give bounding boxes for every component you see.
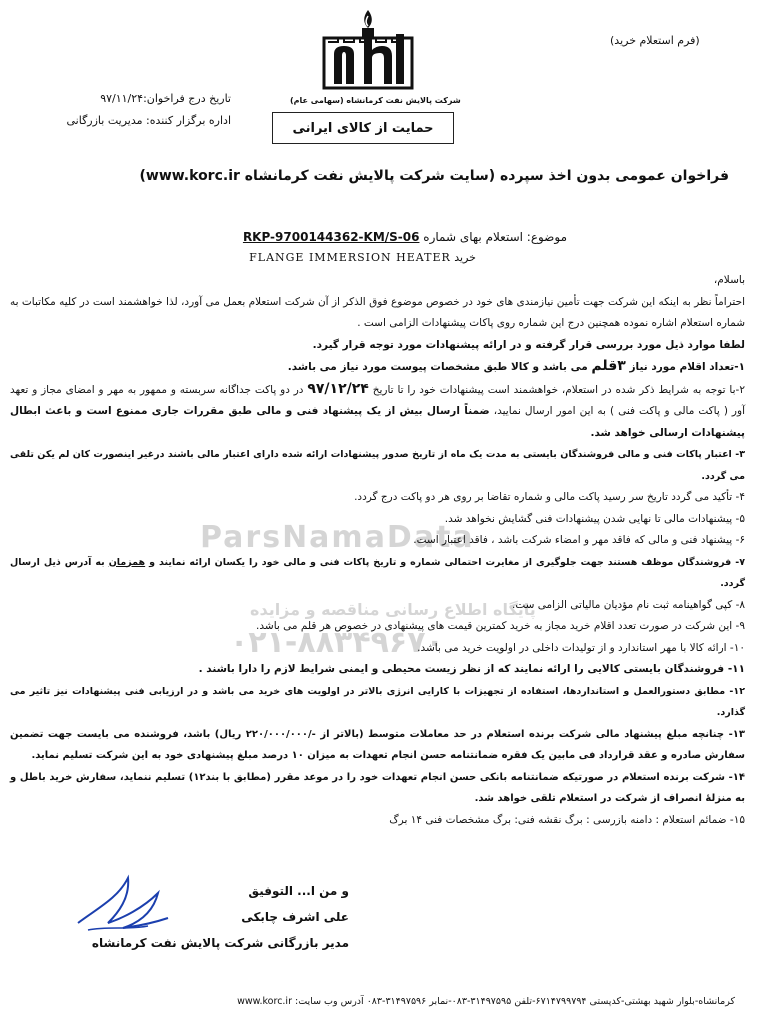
clause-2-start: ۲-با توجه به شرایط ذکر شده در استعلام، خواهشمند است پیشنهادات خود را تا تاریخ: [372, 383, 745, 396]
footer-address: کرمانشاه-بلوار شهید بهشتی-کدپستی ۶۷۱۴۷۹۹۷۹۴-تلفن ۳۱۴۹۷۵۹۵-۰۸۳-نمابر ۳۱۴۹۷۵۹۶-۰۸۳ آدرس وب سایت: www.korc.ir: [237, 996, 735, 1007]
clause-9: ۹- این شرکت در صورت تعدد اقلام خرید مجاز به خرید کمترین قیمت های پیشنهادی در خصوص هر قلم می باشد.: [256, 620, 745, 632]
handwritten-signature: [68, 868, 178, 948]
announcement-date: تاریخ درج فراخوان:۹۷/۱۱/۲۴: [100, 92, 231, 105]
clause-12: ۱۲- مطابق دستورالعمل و استانداردها، استفاده از تجهیزات با کارایی انرژی بالاتر در اولویت های خرید می باشد و در ارزیابی فنی پیشنهادات نیز تاثیر می گذارد.: [10, 685, 745, 718]
greeting: باسلام،: [713, 274, 745, 286]
company-name-small: شرکت پالایش نفت کرمانشاه (سهامی عام): [290, 96, 461, 105]
clause-7-end: به آدرس ذیل ارسال گردد.: [10, 556, 745, 589]
clause-15-attachments: ۱۵- ضمائم استعلام : دامنه بازرسی : برگ نقشه فنی: برگ مشخصات فنی ۱۴ برگ: [389, 813, 745, 826]
inquiry-reference-number: RKP-9700144362-KM/S-06: [242, 230, 420, 244]
letter-body: [10, 270, 745, 831]
clause-10: ۱۰- ارائه کالا با مهر استاندارد و از تولیدات داخلی در اولویت خرید می باشد.: [417, 641, 745, 654]
clause-1-quantity: ۳قلم: [591, 358, 626, 374]
subject-label: موضوع: استعلام بهای شماره: [423, 230, 567, 244]
clause-2-deadline: ۹۷/۱۲/۲۴: [307, 380, 369, 397]
form-type-label: (فرم استعلام خرید): [610, 34, 700, 47]
company-logo: [322, 8, 414, 92]
clause-2-middle: در دو پاکت جداگانه سربسته و ممهور به مهر و امضای مجاز و تعهد آور ( پاکت مالی و پاکت فنی ) به این امور ارسال نمایید،: [10, 383, 745, 417]
clause-7-simultaneous: همزمان: [108, 556, 146, 568]
document-title: فراخوان عمومی بدون اخذ سپرده (سایت شرکت پالایش نفت کرمانشاه www.korc.ir): [139, 168, 729, 184]
clause-7-start: ۷- فروشندگان موظف هستند جهت جلوگیری از مغایرت احتمالی شماره و تاریخ پاکات فنی و مالی خود را یکسان ارائه نمایند و: [149, 556, 745, 568]
clause-8: ۸- کپی گواهینامه ثبت نام مؤدیان مالیاتی الزامی ست.: [511, 598, 745, 611]
clause-2: [10, 379, 745, 445]
intro-paragraph: احتراماً نظر به اینکه این شرکت جهت تأمین نیازمندی های خود در خصوص موضوع فوق الذکر از آن شرکت استعلام بعمل می آورد، لذا خواهشمند است در کلیه مکاتبات به شماره استعلام اشاره نموده همچنین درج این شماره روی پاکات پیشنهادات الزامی است .: [10, 295, 745, 329]
request-line: لطفا موارد ذیل مورد بررسی قرار گرفته و در ارائه پیشنهادات مورد توجه قرار گیرد.: [312, 338, 745, 351]
purchase-label: خرید: [454, 251, 476, 264]
clause-7: [10, 552, 745, 595]
watermark-tagline: پایگاه اطلاع رسانی مناقصه و مزایده: [250, 600, 536, 619]
clause-2-end: ضمناً ارسال بیش از یک پیشنهاد فنی و مالی طبق مقررات جاری ممنوع است و باعث ابطال پیشنهادات ارسالی خواهد شد.: [10, 405, 745, 439]
clause-4: ۴- تأکید می گردد تاریخ سر رسید پاکت مالی و شماره تقاضا بر روی هر دو پاکت درج گردد.: [354, 491, 745, 503]
purchase-item-line: [249, 251, 476, 264]
watermark-phone: ۰۲۱-۸۸۳۴۹۶۷۰: [230, 625, 444, 660]
clause-11: ۱۱- فروشندگان بایستی کالایی را ارائه نمایند که از نظر زیست محیطی و ایمنی شرایط لازم را دارا باشند .: [198, 663, 745, 675]
clause-14: ۱۴- شرکت برنده استعلام در صورتیکه ضمانتنامه بانکی حسن انجام تعهدات خود را در موعد مقرر (مطابق با بند۱۲) تسلیم ننماید، سفارش خرید باطل و به منزلهٔ انصراف از شرکت در استعلام تلقی خواهد شد.: [10, 771, 745, 804]
clause-1: [10, 356, 745, 379]
watermark-brand: ParsNamaData: [200, 520, 475, 555]
support-iranian-goods-box: [272, 112, 454, 144]
signer-name: علی اشرف چابکی: [241, 910, 349, 924]
purchase-item-name: FLANGE IMMERSION HEATER: [249, 251, 451, 264]
signer-title: مدیر بازرگانی شرکت پالایش نفت کرمانشاه: [91, 936, 349, 950]
clause-3: ۳- اعتبار پاکات فنی و مالی فروشندگان بایستی به مدت یک ماه از تاریخ صدور پیشنهادات ارائه شده دارای اعتبار مالی باشند درغیر اینصورت کان لم یکن تلقی می گردد.: [10, 449, 745, 482]
clause-13: ۱۳- چنانچه مبلغ پیشنهاد مالی شرکت برنده استعلام در حد معاملات متوسط (بالاتر از -/۲۲۰/۰۰۰/۰۰۰ ریال) باشد، فروشنده می بایست جهت تضمین سفارش صادره و عقد قرارداد فی مابین یک فقره ضمانتنامه حسن انجام تعهدات به میزان ۱۰ درصد مبلغ پیشنهادی خود به این شرکت تسلیم نماید.: [10, 728, 745, 761]
support-box-text: حمایت از کالای ایرانی: [292, 120, 434, 136]
clause-1-end: می باشد و کالا طبق مشخصات پیوست مورد نیاز می باشد.: [287, 361, 588, 373]
issuing-department: اداره برگزار کننده: مدیریت بازرگانی: [66, 114, 231, 127]
subject-line: [243, 230, 567, 244]
clause-5: ۵- پیشنهادات مالی تا نهایی شدن پیشنهادات فنی گشایش نخواهد شد.: [444, 512, 745, 525]
clause-1-start: ۱-تعداد اقلام مورد نیاز: [629, 361, 745, 373]
clause-6: ۶- پیشنهاد فنی و مالی که فاقد مهر و امضاء شرکت باشد ، فاقد اعتبار است.: [413, 534, 745, 546]
closing-phrase: و من ا... التوفیق: [248, 884, 349, 898]
